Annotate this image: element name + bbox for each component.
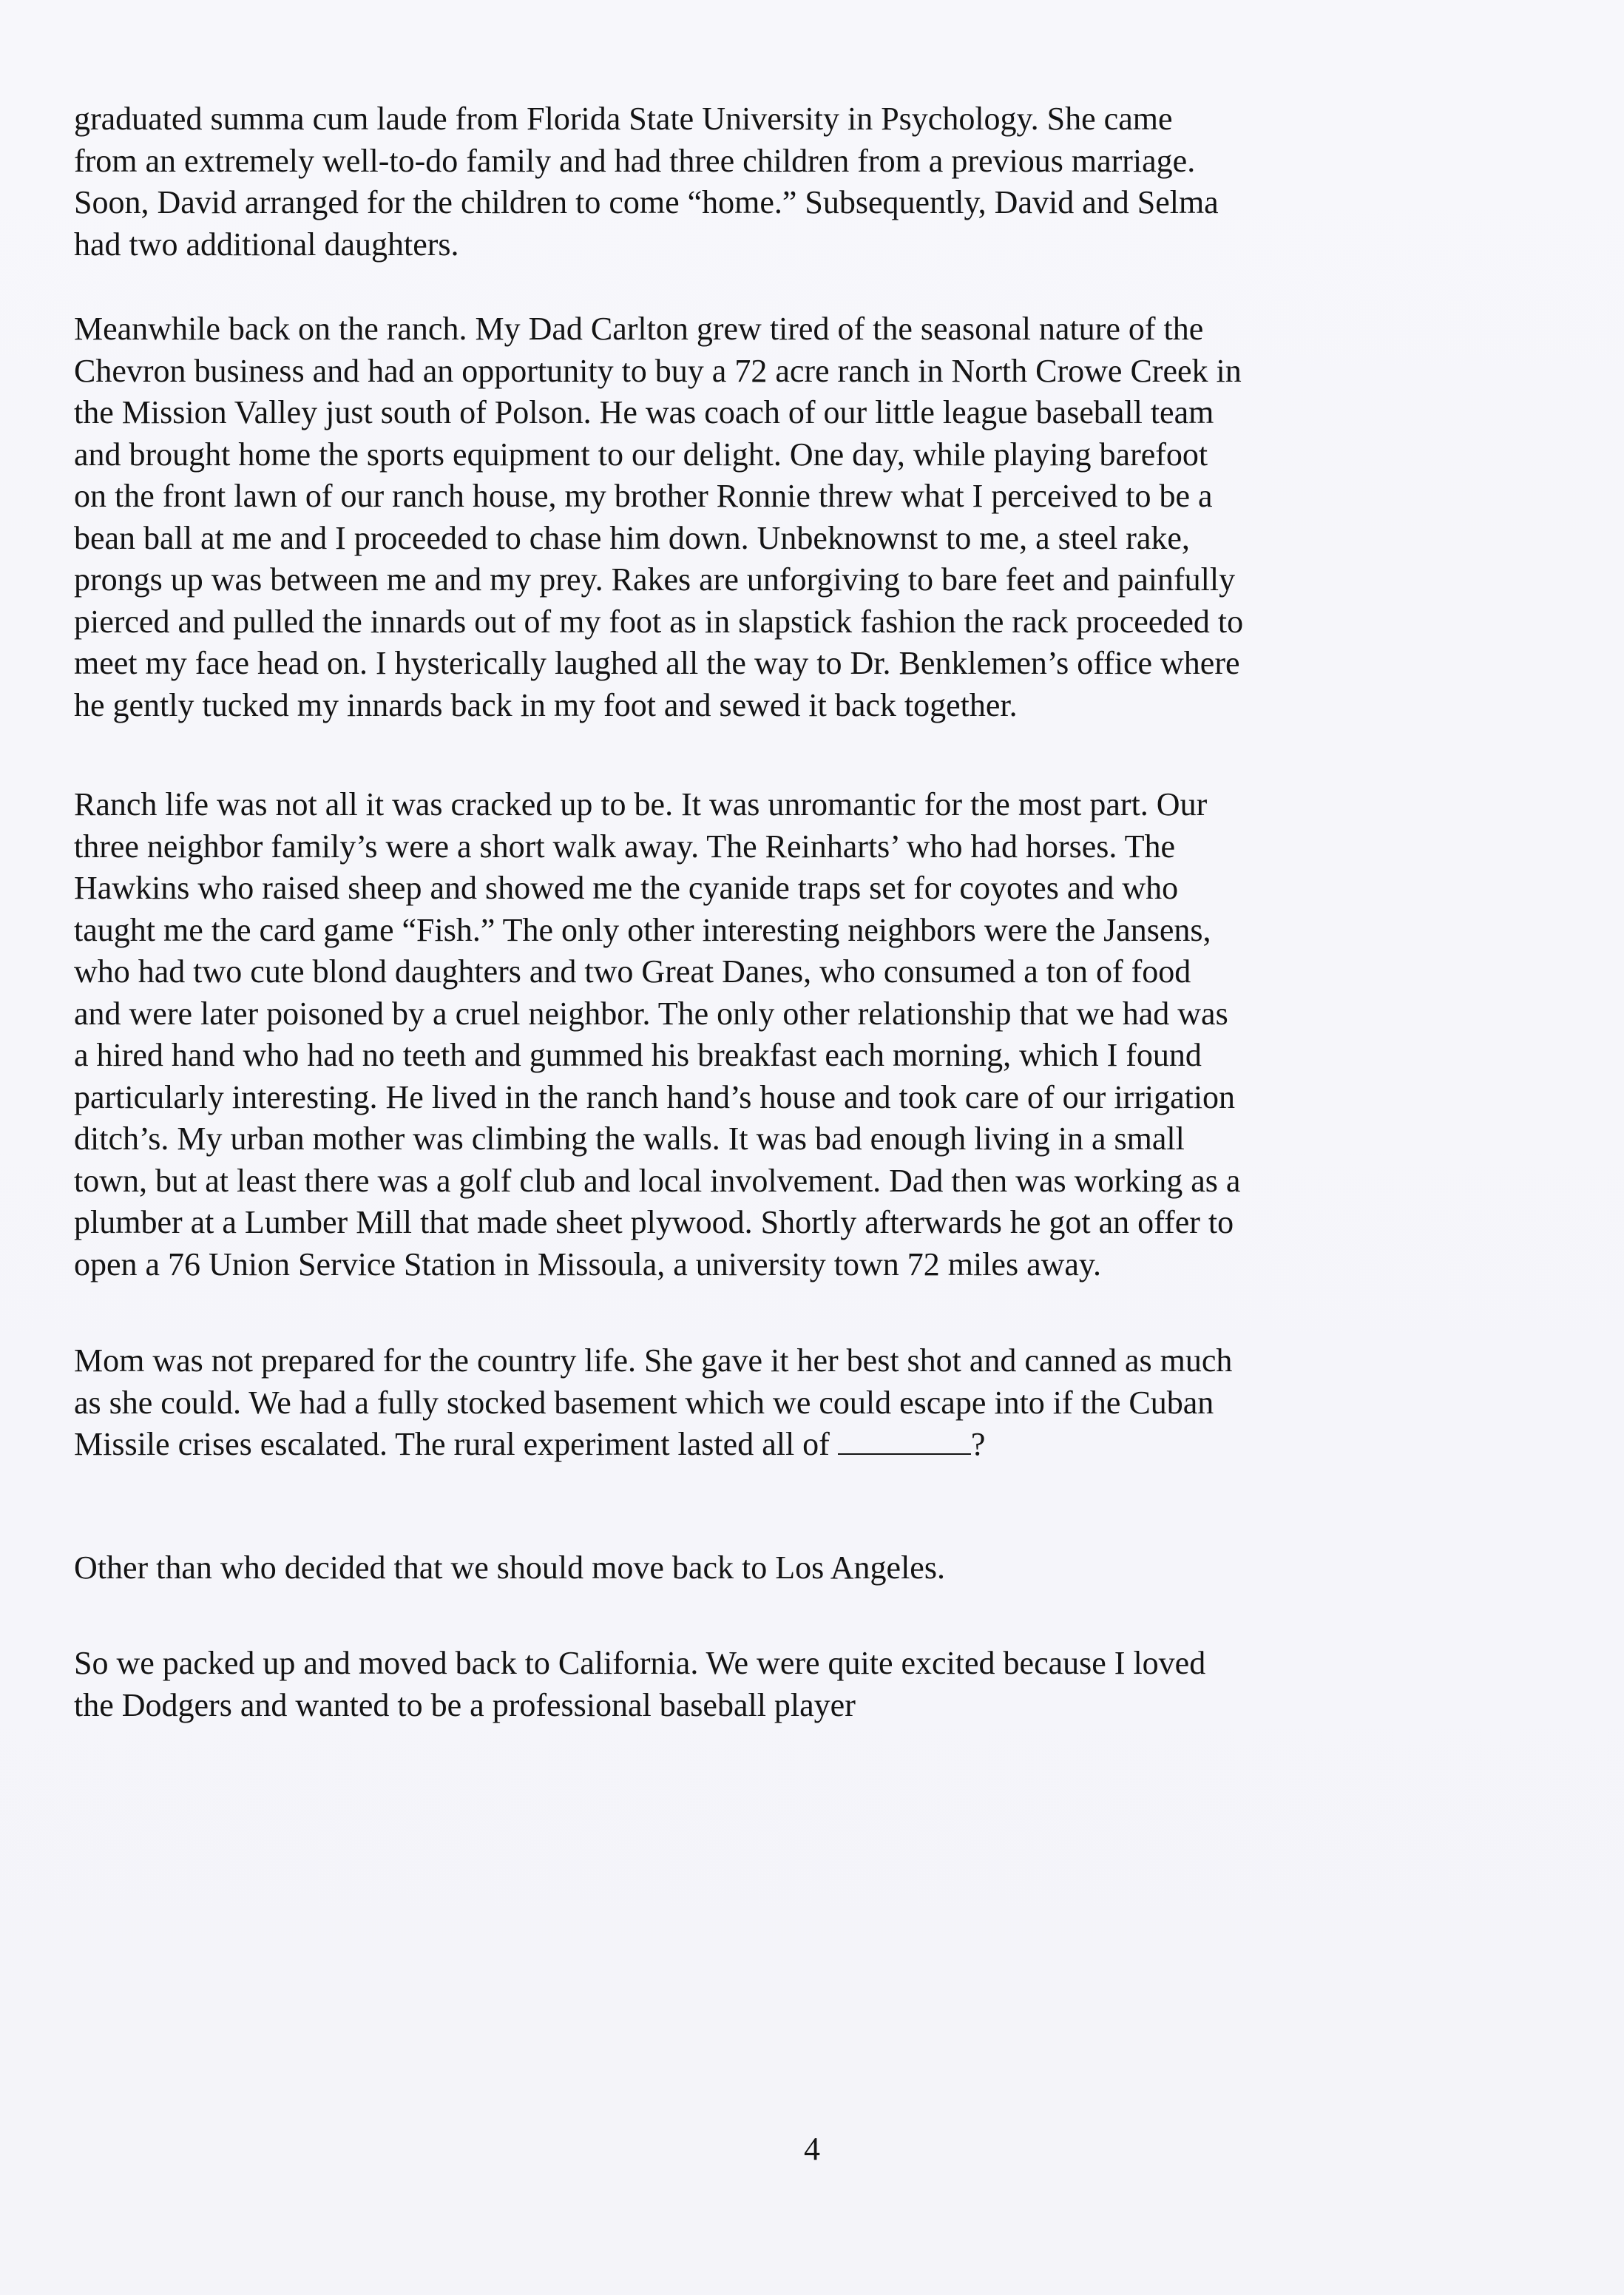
paragraph-5: Other than who decided that we should move back to Los Angeles. — [74, 1549, 945, 1586]
paragraph-4-question-mark: ? — [970, 1426, 986, 1462]
paragraph-6: So we packed up and moved back to California. We were quite excited because I loved the Dodgers and wanted to be a professional baseball player — [74, 1645, 1206, 1723]
paragraph-3: Ranch life was not all it was cracked up to be. It was unromantic for the most part. Our three neighbor family’s were a short walk away. The Reinharts’ who had horses. The Hawkins who raised sheep and showed me the cyanide traps set for coyotes and who taught me the card game “Fish.” The only other interesting neighbors were the Jansens, who had two cute blond daughters and two Great Danes, who consumed a ton of food and were later poisoned by a cruel neighbor. The only other relationship that we had was a hired hand who had no teeth and gummed his breakfast each morning, which I found particularly interesting. He lived in the ranch hand’s house and took care of our irrigation ditch’s. My urban mother was climbing the walls. It was bad enough living in a small town, but at least there was a golf club and local involvement. Dad then was working as a plumber at a Lumber Mill that made sheet plywood. Shortly afterwards he got an offer to open a 76 Union Service Station in Missoula, a university town 72 miles away. — [74, 786, 1241, 1282]
fill-in-blank-line — [838, 1424, 971, 1455]
paragraph-1: graduated summa cum laude from Florida State University in Psychology. She came from an extremely well-to-do family and had three children from a previous marriage. Soon, David arranged for the children to come “home.” Subsequently, David and Selma had two additional daughters. — [74, 101, 1219, 263]
paragraph-4-text: Mom was not prepared for the country life. She gave it her best shot and canned as much as she could. We had a fully stocked basement which we could escape into if the Cuban Missile crises escalated. The rural experiment lasted all of — [74, 1342, 1233, 1462]
page-number: 4 — [804, 2131, 820, 2167]
paragraph-4 — [74, 1340, 1427, 1466]
paragraph-2: Meanwhile back on the ranch. My Dad Carlton grew tired of the seasonal nature of the Chevron business and had an opportunity to buy a 72 acre ranch in North Crowe Creek in the Mission Valley just south of Polson. He was coach of our little league baseball team and brought home the sports equipment to our delight. One day, while playing barefoot on the front lawn of our ranch house, my brother Ronnie threw what I perceived to be a bean ball at me and I proceeded to chase him down. Unbeknownst to me, a steel rake, prongs up was between me and my prey. Rakes are unforgiving to bare feet and painfully pierced and pulled the innards out of my foot as in slapstick fashion the rack proceeded to meet my face head on. I hysterically laughed all the way to Dr. Benklemen’s office where he gently tucked my innards back in my foot and sewed it back together. — [74, 311, 1244, 723]
